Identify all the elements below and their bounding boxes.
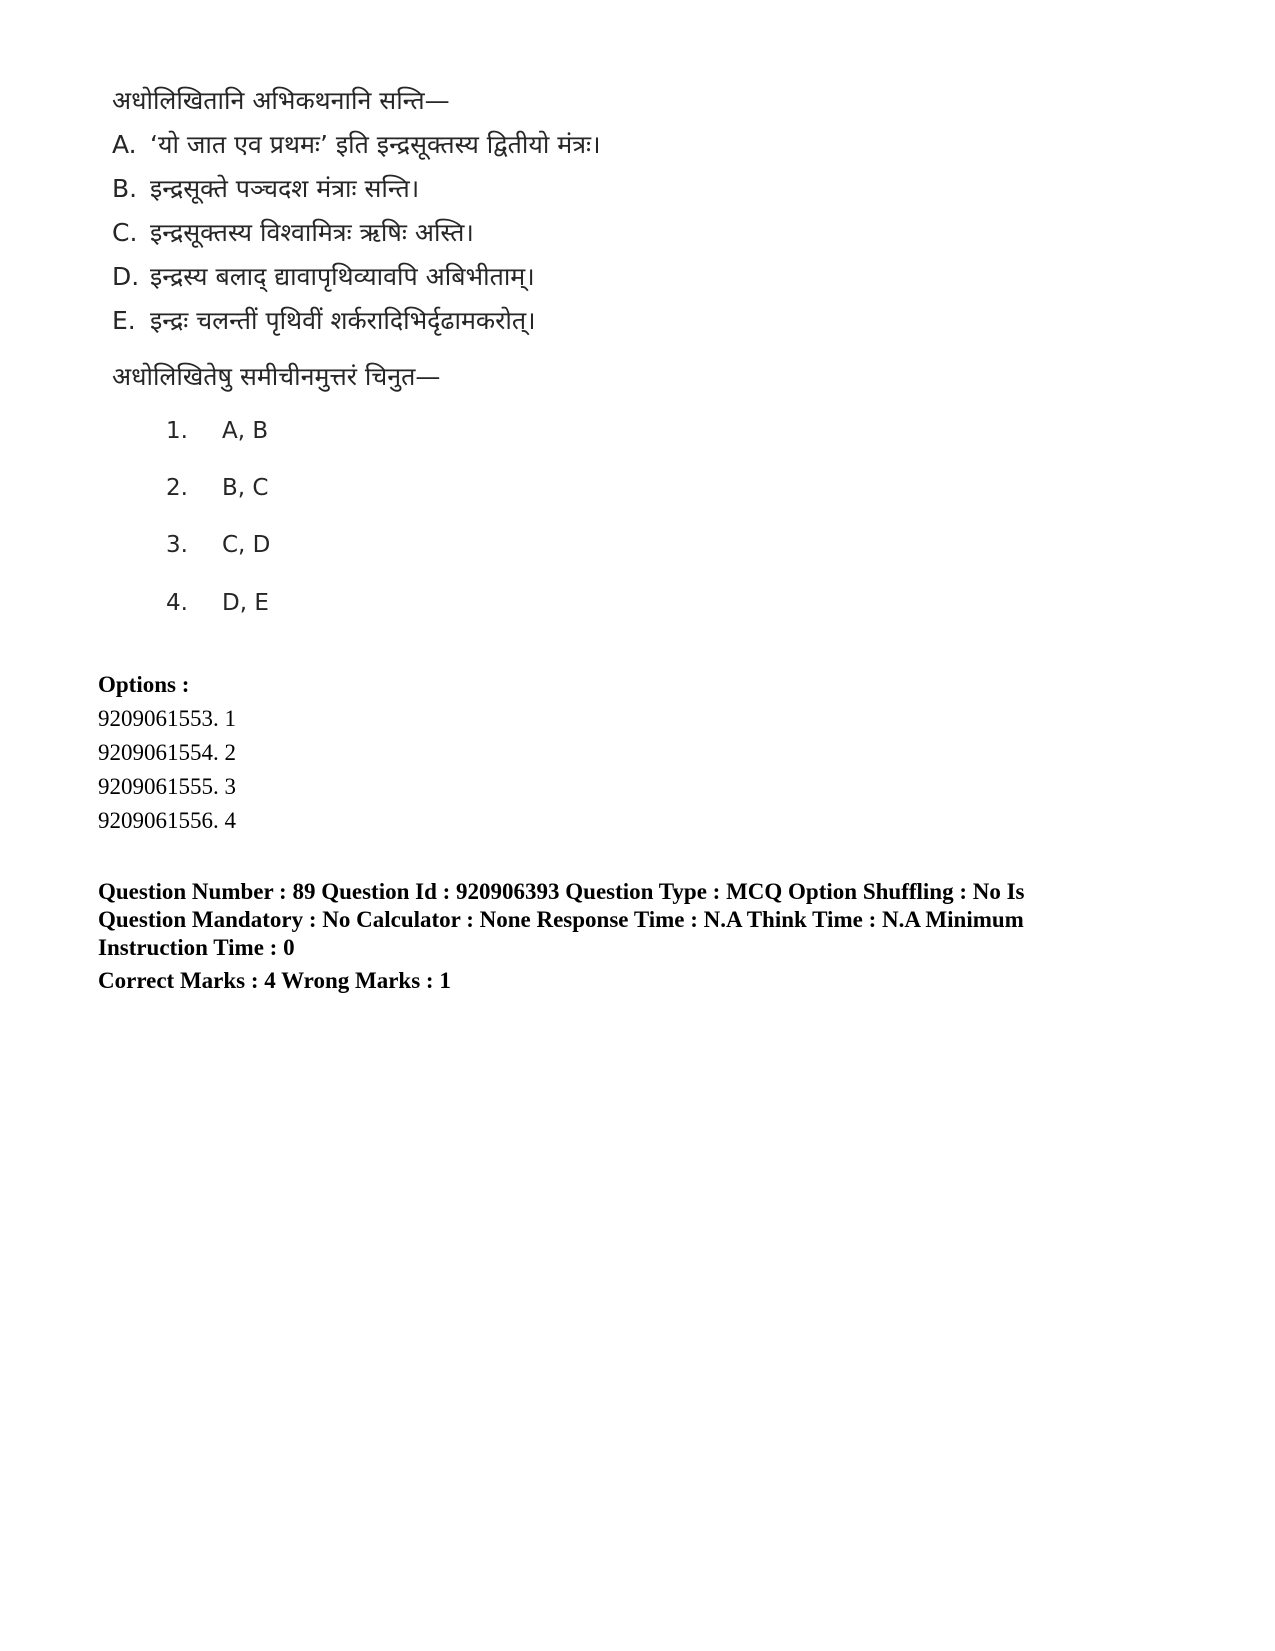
choice-text: B, C bbox=[222, 475, 269, 501]
choice-number: 2. bbox=[166, 475, 188, 501]
choice-item bbox=[166, 592, 269, 615]
marks-line: Correct Marks : 4 Wrong Marks : 1 bbox=[98, 968, 451, 993]
statement-e bbox=[112, 308, 536, 333]
options-heading: Options : bbox=[98, 672, 190, 697]
question-meta bbox=[98, 878, 1108, 995]
choice-number: 3. bbox=[166, 532, 188, 558]
statement-letter: A. bbox=[112, 130, 137, 159]
option-item: 9209061554. 2 bbox=[98, 740, 236, 765]
statement-letter: D. bbox=[112, 262, 140, 291]
question-prompt: अधोलिखितेषु समीचीनमुत्तरं चिनुत— bbox=[112, 362, 441, 391]
option-item: 9209061553. 1 bbox=[98, 706, 236, 731]
choice-text: D, E bbox=[222, 590, 269, 616]
choice-number: 1. bbox=[166, 418, 188, 444]
choice-text: C, D bbox=[222, 532, 271, 558]
statement-c bbox=[112, 220, 474, 245]
choice-item bbox=[166, 534, 270, 557]
choice-text: A, B bbox=[222, 418, 269, 444]
statement-text: इन्द्रस्य बलाद् द्यावापृथिव्यावपि अबिभीताम्। bbox=[150, 262, 535, 291]
choice-item bbox=[166, 477, 268, 500]
statement-text: इन्द्रः चलन्तीं पृथिवीं शर्करादिभिर्दृढामकरोत्। bbox=[150, 306, 536, 335]
statement-b bbox=[112, 176, 419, 201]
statement-text: इन्द्रसूक्तस्य विश्वामित्रः ऋषिः अस्ति। bbox=[150, 218, 474, 247]
statement-d bbox=[112, 264, 535, 289]
option-item: 9209061556. 4 bbox=[98, 808, 236, 833]
choice-item bbox=[166, 420, 268, 443]
statement-letter: C. bbox=[112, 218, 138, 247]
statement-letter: B. bbox=[112, 174, 138, 203]
statement-a bbox=[112, 132, 601, 157]
choice-number: 4. bbox=[166, 590, 188, 616]
option-item: 9209061555. 3 bbox=[98, 774, 236, 799]
question-details: Question Number : 89 Question Id : 920906393 Question Type : MCQ Option Shuffling : No Is Question Mandatory : No Calculator : None Response Time : N.A Think Time : N.A Minimum Instruction Time : 0 bbox=[98, 879, 1025, 960]
options-list bbox=[98, 668, 236, 838]
statement-text: इन्द्रसूक्ते पञ्चदश मंत्राः सन्ति। bbox=[150, 174, 420, 203]
question-intro: अधोलिखितानि अभिकथनानि सन्ति— bbox=[112, 86, 450, 115]
statement-letter: E. bbox=[112, 306, 136, 335]
statement-text: ‘यो जात एव प्रथमः’ इति इन्द्रसूक्तस्य द्वितीयो मंत्रः। bbox=[150, 130, 601, 159]
